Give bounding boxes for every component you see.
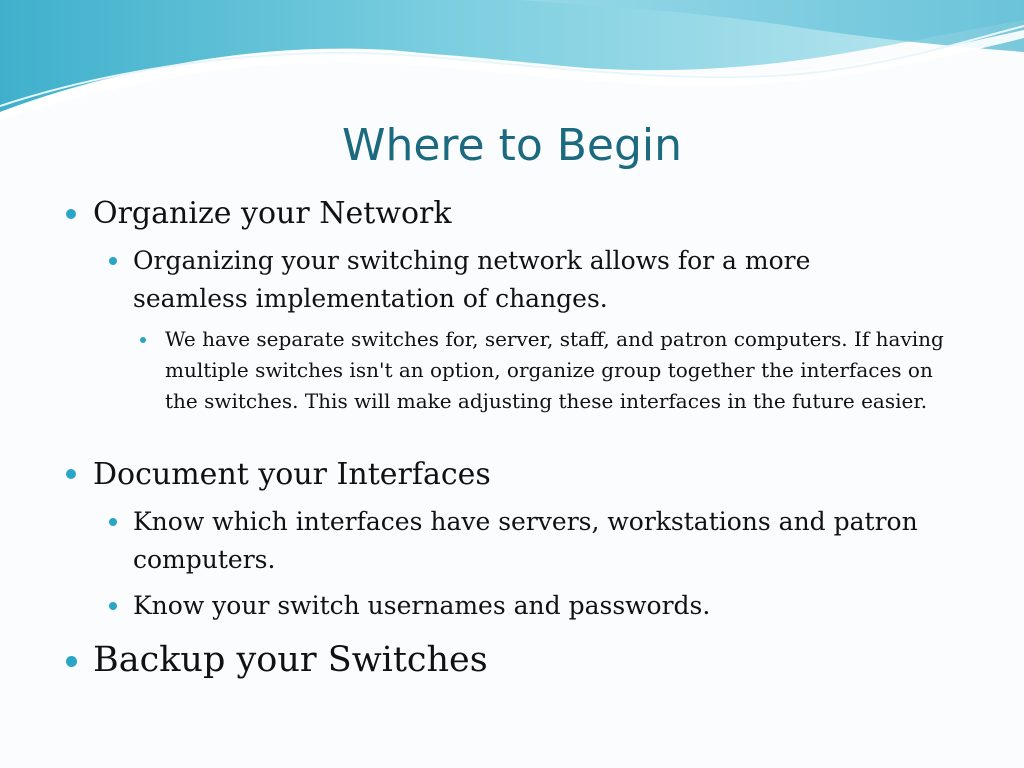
bullet-2: Document your Interfaces <box>93 457 491 492</box>
slide-title: Where to Begin <box>341 120 683 171</box>
bullet-1: Organize your Network <box>93 196 452 231</box>
bullet-dot-1-1-1 <box>140 337 146 343</box>
bullet-2-1: Know which interfaces have servers, workstations and patron computers. <box>133 507 918 574</box>
bullet-3: Backup your Switches <box>93 640 488 680</box>
bullet-dot-2-1 <box>109 518 117 526</box>
bullet-dot-1 <box>66 209 76 219</box>
bullet-dot-2-2 <box>109 602 117 610</box>
bullet-dot-1-1 <box>109 257 117 265</box>
bullet-dot-3 <box>66 656 77 667</box>
bullet-dot-2 <box>66 469 76 479</box>
bullet-2-2: Know your switch usernames and passwords. <box>133 591 711 620</box>
bullet-1-1: Organizing your switching network allows for a more seamless implementation of changes. <box>133 246 811 313</box>
bullet-1-1-1: We have separate switches for, server, staff, and patron computers. If having multiple switches isn't an option, organize group together the interfaces on the switches. This will make adjusting these interfaces in the future easier. <box>165 327 944 413</box>
